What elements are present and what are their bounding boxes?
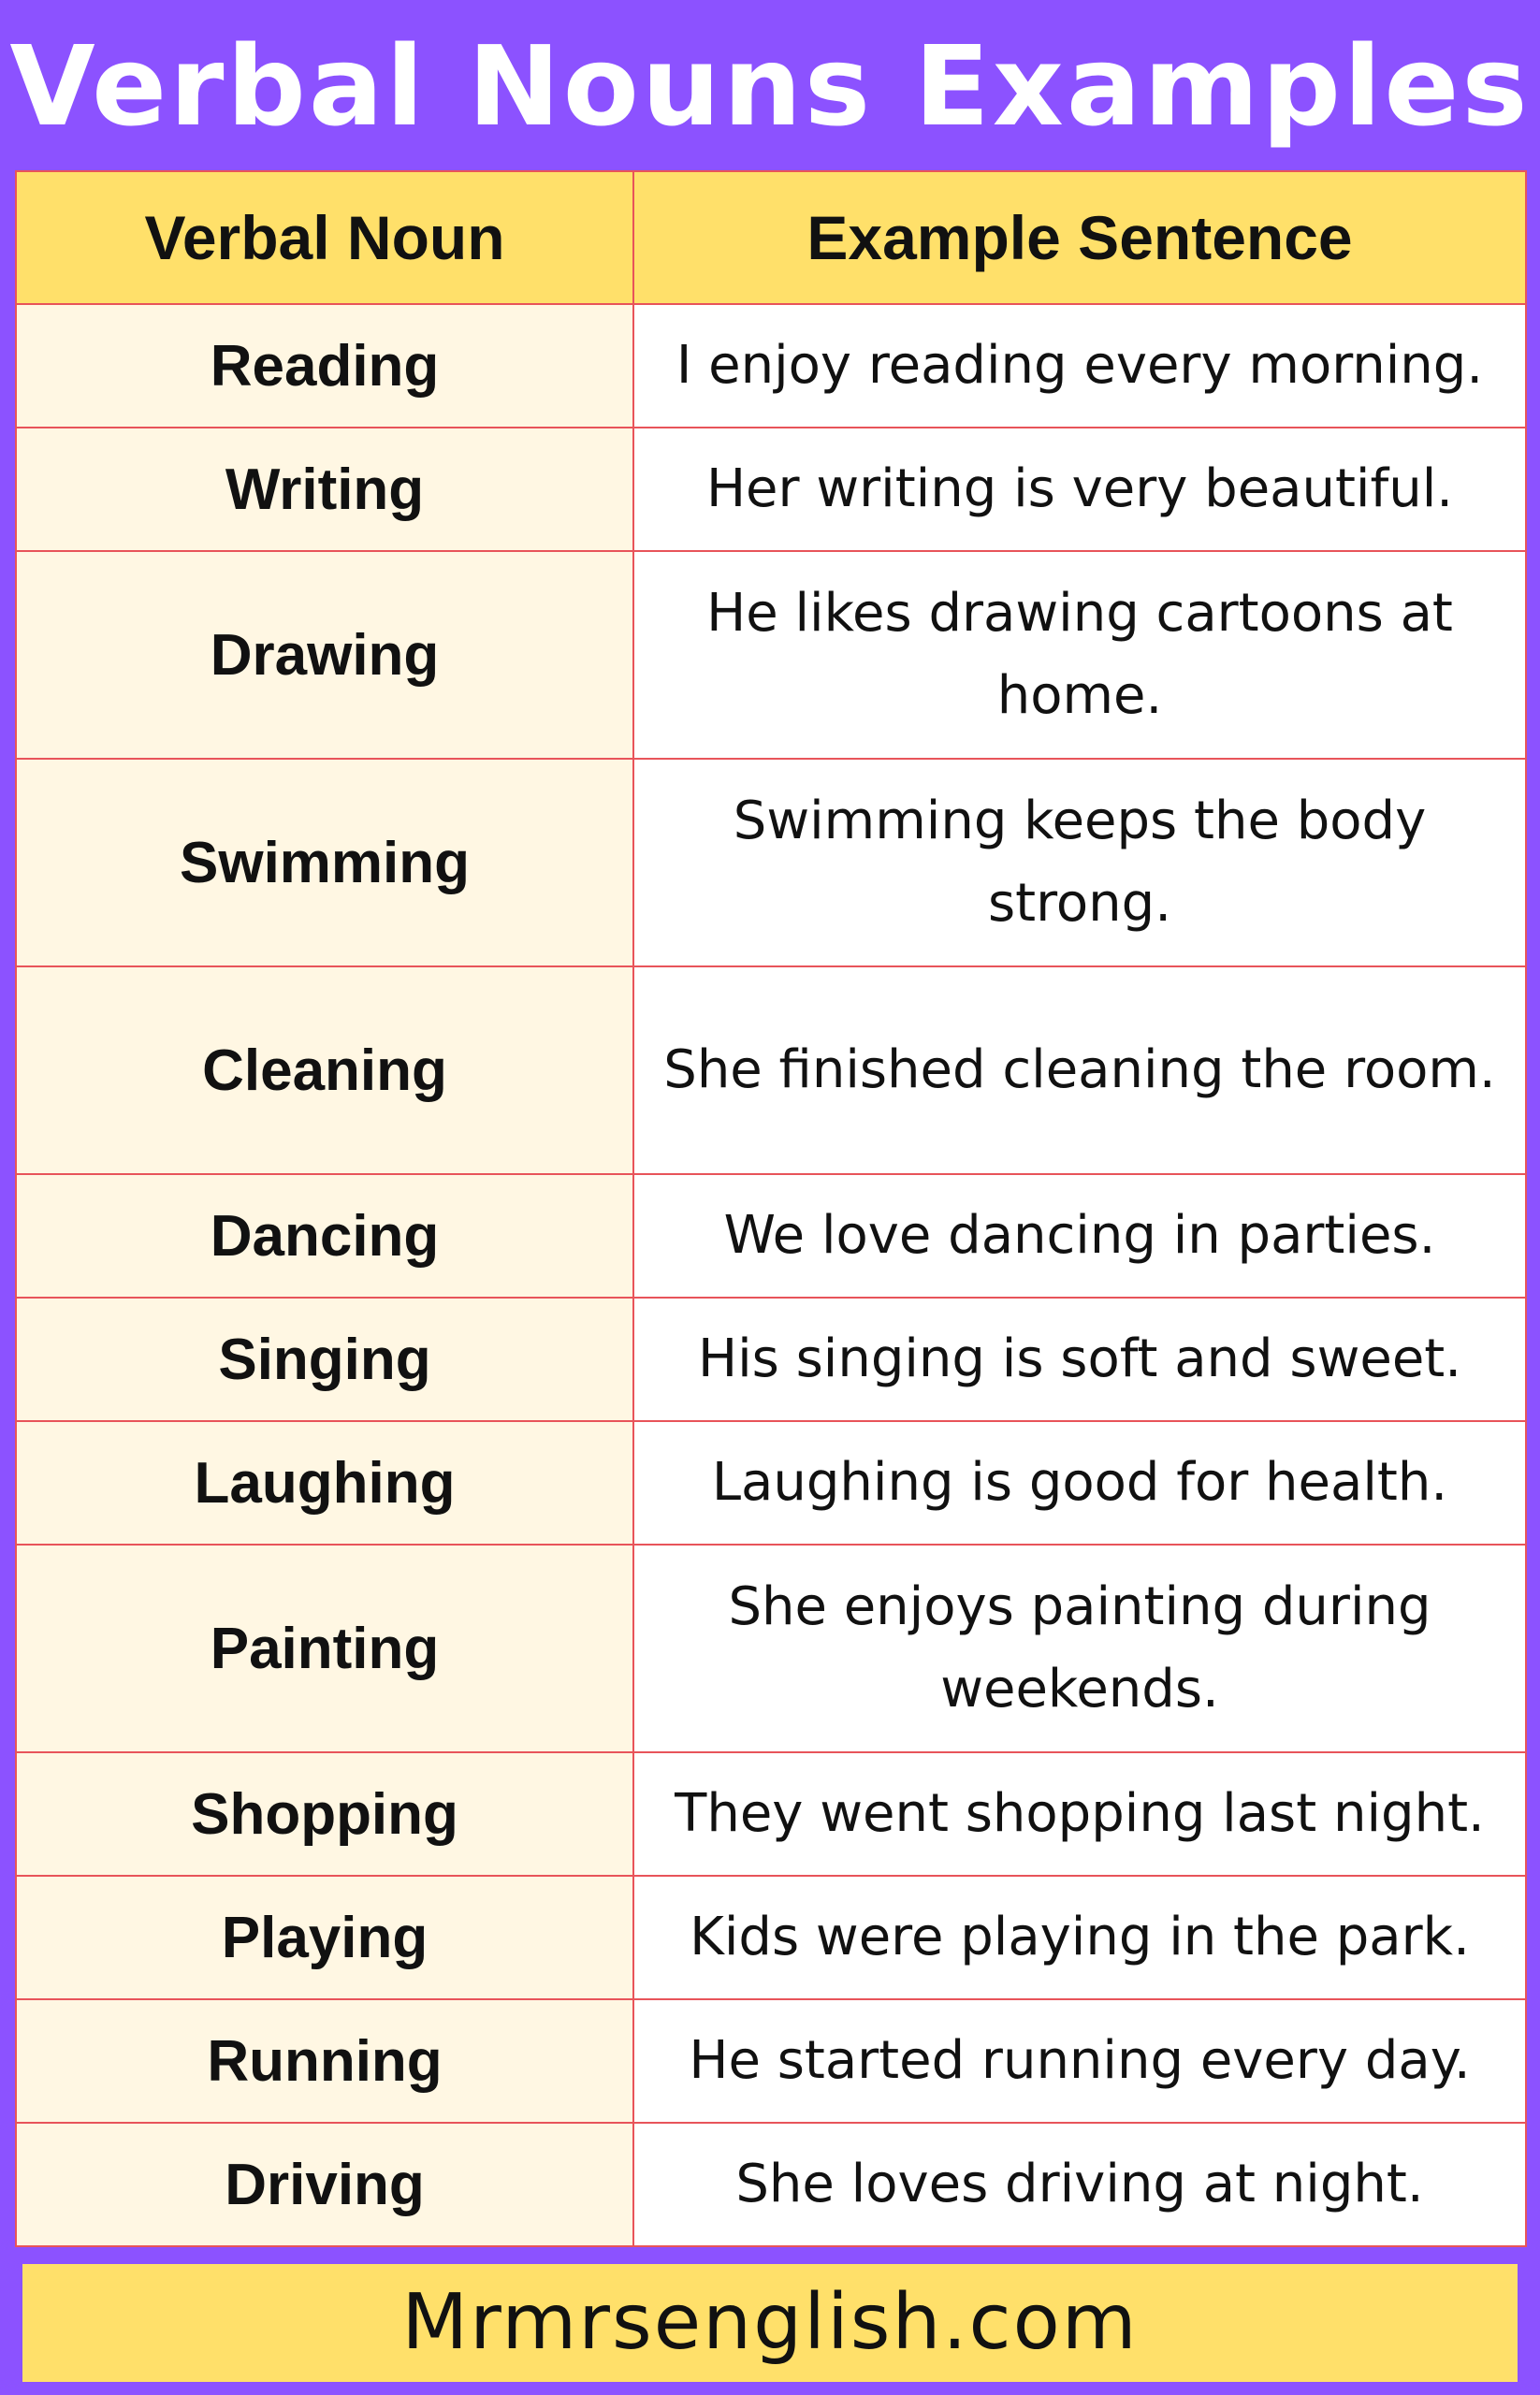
- table-row: [16, 1752, 1526, 1876]
- verbal-noun-cell: Cleaning: [16, 966, 633, 1174]
- verbal-noun-cell: Driving: [16, 2123, 633, 2246]
- verbal-noun-cell: Running: [16, 1999, 633, 2123]
- verbal-noun-cell: Painting: [16, 1545, 633, 1752]
- table-row: [16, 428, 1526, 551]
- example-sentence-cell: Swimming keeps the body strong.: [633, 759, 1526, 966]
- verbal-noun-cell: Drawing: [16, 551, 633, 759]
- table-row: [16, 759, 1526, 966]
- verbal-noun-cell: Writing: [16, 428, 633, 551]
- verbal-noun-cell: Laughing: [16, 1421, 633, 1545]
- verbal-noun-cell: Shopping: [16, 1752, 633, 1876]
- verbal-nouns-table: [15, 170, 1525, 2242]
- verbal-noun-cell: Playing: [16, 1876, 633, 1999]
- column-header-example-sentence: Example Sentence: [633, 171, 1526, 304]
- example-sentence-cell: I enjoy reading every morning.: [633, 304, 1526, 428]
- example-sentence-cell: She enjoys painting during weekends.: [633, 1545, 1526, 1752]
- example-sentence-cell: He started running every day.: [633, 1999, 1526, 2123]
- page-title: Verbal Nouns Examples: [9, 22, 1531, 151]
- example-sentence-cell: Kids were playing in the park.: [633, 1876, 1526, 1999]
- verbal-noun-cell: Singing: [16, 1298, 633, 1421]
- table-row: [16, 2123, 1526, 2246]
- example-sentence-cell: She finished cleaning the room.: [633, 966, 1526, 1174]
- verbal-noun-cell: Reading: [16, 304, 633, 428]
- table-row: [16, 1298, 1526, 1421]
- table-row: [16, 1421, 1526, 1545]
- example-sentence-cell: She loves driving at night.: [633, 2123, 1526, 2246]
- example-sentence-cell: Laughing is good for health.: [633, 1421, 1526, 1545]
- example-sentence-cell: His singing is soft and sweet.: [633, 1298, 1526, 1421]
- table-row: [16, 966, 1526, 1174]
- verbal-noun-cell: Swimming: [16, 759, 633, 966]
- example-sentence-cell: We love dancing in parties.: [633, 1174, 1526, 1298]
- table-row: [16, 1174, 1526, 1298]
- table-row: [16, 304, 1526, 428]
- verbal-noun-cell: Dancing: [16, 1174, 633, 1298]
- table-row: [16, 1999, 1526, 2123]
- example-sentence-cell: They went shopping last night.: [633, 1752, 1526, 1876]
- website-footer: Mrmrsenglish.com: [22, 2264, 1518, 2382]
- table-header-row: [16, 171, 1526, 304]
- table-row: [16, 1876, 1526, 1999]
- column-header-verbal-noun: Verbal Noun: [16, 171, 633, 304]
- table-row: [16, 551, 1526, 759]
- table-row: [16, 1545, 1526, 1752]
- example-sentence-cell: He likes drawing cartoons at home.: [633, 551, 1526, 759]
- example-sentence-cell: Her writing is very beautiful.: [633, 428, 1526, 551]
